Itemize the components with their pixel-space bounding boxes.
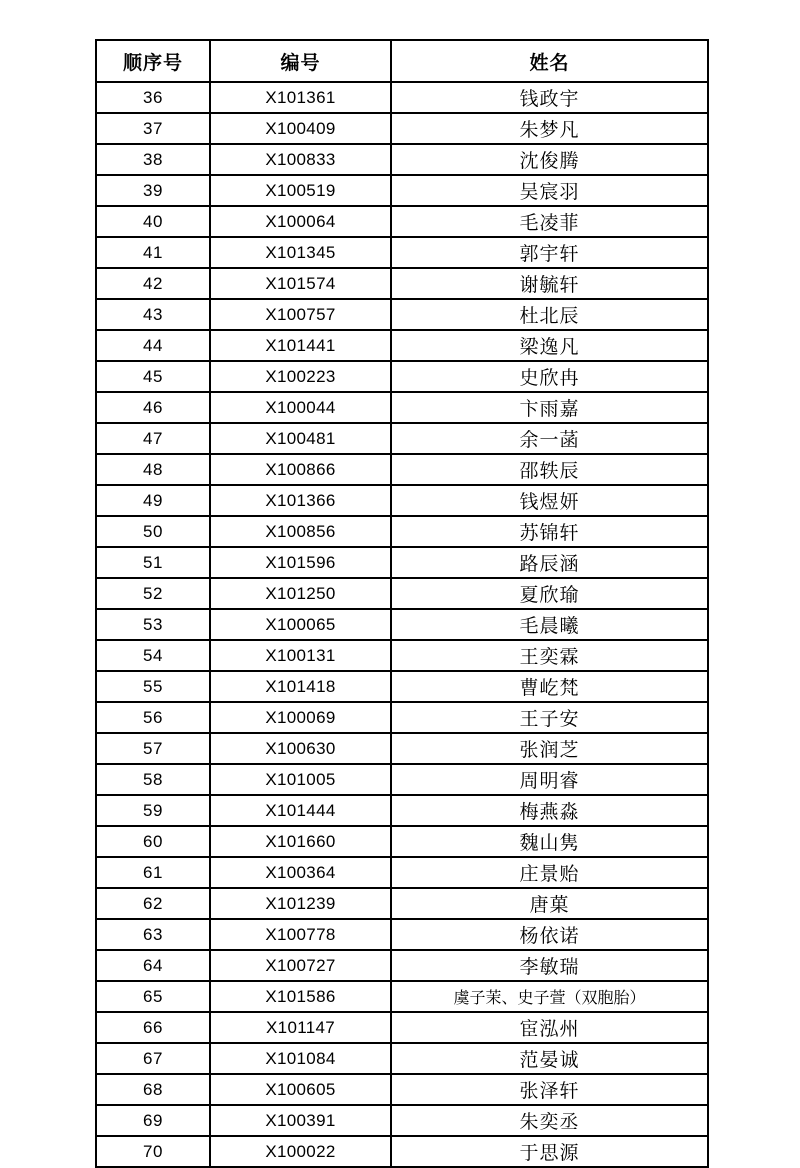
- cell-name: 庄景贻: [391, 857, 708, 888]
- table-row: [96, 175, 708, 206]
- cell-name: 曹屹梵: [391, 671, 708, 702]
- table-row: [96, 516, 708, 547]
- cell-id: X101418: [210, 671, 391, 702]
- cell-name: 史欣冉: [391, 361, 708, 392]
- table-row: [96, 237, 708, 268]
- cell-id: X100044: [210, 392, 391, 423]
- cell-id: X101596: [210, 547, 391, 578]
- cell-id: X100409: [210, 113, 391, 144]
- cell-sequence: 36: [96, 82, 210, 113]
- table-row: [96, 671, 708, 702]
- cell-sequence: 58: [96, 764, 210, 795]
- cell-sequence: 51: [96, 547, 210, 578]
- cell-sequence: 50: [96, 516, 210, 547]
- cell-id: X100856: [210, 516, 391, 547]
- cell-name: 朱奕丞: [391, 1105, 708, 1136]
- cell-sequence: 66: [96, 1012, 210, 1043]
- table-row: [96, 981, 708, 1012]
- table-body: [96, 82, 708, 1167]
- cell-sequence: 65: [96, 981, 210, 1012]
- table-row: [96, 795, 708, 826]
- cell-name: 宦泓州: [391, 1012, 708, 1043]
- cell-sequence: 43: [96, 299, 210, 330]
- cell-name: 唐菓: [391, 888, 708, 919]
- table-row: [96, 826, 708, 857]
- table-row: [96, 857, 708, 888]
- cell-sequence: 52: [96, 578, 210, 609]
- cell-name: 沈俊腾: [391, 144, 708, 175]
- cell-name: 钱政宇: [391, 82, 708, 113]
- cell-name: 苏锦轩: [391, 516, 708, 547]
- column-header-id: 编号: [210, 40, 391, 82]
- cell-sequence: 49: [96, 485, 210, 516]
- table-row: [96, 330, 708, 361]
- column-header-sequence: 顺序号: [96, 40, 210, 82]
- cell-id: X101361: [210, 82, 391, 113]
- cell-name: 梁逸凡: [391, 330, 708, 361]
- cell-name: 郭宇轩: [391, 237, 708, 268]
- table-row: [96, 733, 708, 764]
- cell-id: X101147: [210, 1012, 391, 1043]
- cell-sequence: 48: [96, 454, 210, 485]
- cell-name: 张泽轩: [391, 1074, 708, 1105]
- cell-sequence: 42: [96, 268, 210, 299]
- cell-id: X101005: [210, 764, 391, 795]
- table-row: [96, 206, 708, 237]
- cell-id: X100778: [210, 919, 391, 950]
- table-row: [96, 1074, 708, 1105]
- cell-id: X101084: [210, 1043, 391, 1074]
- cell-sequence: 67: [96, 1043, 210, 1074]
- cell-sequence: 53: [96, 609, 210, 640]
- table-row: [96, 82, 708, 113]
- table-row: [96, 640, 708, 671]
- cell-name: 毛晨曦: [391, 609, 708, 640]
- cell-id: X101660: [210, 826, 391, 857]
- table-row: [96, 764, 708, 795]
- cell-sequence: 54: [96, 640, 210, 671]
- table-header: [96, 40, 708, 82]
- cell-sequence: 37: [96, 113, 210, 144]
- cell-name: 毛凌菲: [391, 206, 708, 237]
- table-row: [96, 454, 708, 485]
- table-row: [96, 888, 708, 919]
- cell-id: X100630: [210, 733, 391, 764]
- cell-sequence: 39: [96, 175, 210, 206]
- table-row: [96, 547, 708, 578]
- cell-name: 夏欣瑜: [391, 578, 708, 609]
- cell-id: X100364: [210, 857, 391, 888]
- cell-sequence: 68: [96, 1074, 210, 1105]
- cell-id: X100022: [210, 1136, 391, 1167]
- cell-name: 魏山隽: [391, 826, 708, 857]
- table-row: [96, 1043, 708, 1074]
- cell-id: X101250: [210, 578, 391, 609]
- table-header-row: [96, 40, 708, 82]
- cell-sequence: 46: [96, 392, 210, 423]
- cell-id: X100481: [210, 423, 391, 454]
- cell-name: 余一菡: [391, 423, 708, 454]
- cell-name: 谢毓轩: [391, 268, 708, 299]
- table-row: [96, 702, 708, 733]
- cell-sequence: 40: [96, 206, 210, 237]
- column-header-name: 姓名: [391, 40, 708, 82]
- table-row: [96, 578, 708, 609]
- table-row: [96, 268, 708, 299]
- cell-name: 杜北辰: [391, 299, 708, 330]
- table-row: [96, 1105, 708, 1136]
- cell-id: X100064: [210, 206, 391, 237]
- cell-sequence: 64: [96, 950, 210, 981]
- cell-id: X101441: [210, 330, 391, 361]
- cell-name: 梅燕淼: [391, 795, 708, 826]
- cell-id: X101586: [210, 981, 391, 1012]
- table-row: [96, 1136, 708, 1167]
- table-row: [96, 609, 708, 640]
- cell-name: 张润芝: [391, 733, 708, 764]
- cell-id: X101574: [210, 268, 391, 299]
- cell-id: X100605: [210, 1074, 391, 1105]
- cell-name: 范晏诚: [391, 1043, 708, 1074]
- cell-sequence: 56: [96, 702, 210, 733]
- cell-id: X100757: [210, 299, 391, 330]
- cell-id: X100223: [210, 361, 391, 392]
- roster-table: [95, 39, 709, 1168]
- cell-id: X100833: [210, 144, 391, 175]
- table-row: [96, 485, 708, 516]
- cell-sequence: 70: [96, 1136, 210, 1167]
- table-row: [96, 113, 708, 144]
- cell-id: X100519: [210, 175, 391, 206]
- cell-name: 吴宸羽: [391, 175, 708, 206]
- cell-sequence: 55: [96, 671, 210, 702]
- cell-id: X101345: [210, 237, 391, 268]
- cell-name: 朱梦凡: [391, 113, 708, 144]
- cell-name: 路辰涵: [391, 547, 708, 578]
- cell-name: 李敏瑞: [391, 950, 708, 981]
- cell-sequence: 38: [96, 144, 210, 175]
- cell-sequence: 41: [96, 237, 210, 268]
- cell-name: 虞子茉、史子萱（双胞胎）: [391, 981, 708, 1012]
- cell-id: X100069: [210, 702, 391, 733]
- cell-sequence: 63: [96, 919, 210, 950]
- table-row: [96, 1012, 708, 1043]
- table-row: [96, 919, 708, 950]
- cell-name: 王子安: [391, 702, 708, 733]
- cell-id: X101239: [210, 888, 391, 919]
- cell-id: X100727: [210, 950, 391, 981]
- cell-sequence: 44: [96, 330, 210, 361]
- table-row: [96, 144, 708, 175]
- cell-sequence: 62: [96, 888, 210, 919]
- table-row: [96, 361, 708, 392]
- cell-sequence: 61: [96, 857, 210, 888]
- cell-id: X101444: [210, 795, 391, 826]
- cell-sequence: 47: [96, 423, 210, 454]
- cell-sequence: 69: [96, 1105, 210, 1136]
- cell-id: X100391: [210, 1105, 391, 1136]
- cell-name: 周明睿: [391, 764, 708, 795]
- cell-name: 钱煜妍: [391, 485, 708, 516]
- table-row: [96, 299, 708, 330]
- cell-id: X100065: [210, 609, 391, 640]
- cell-id: X100866: [210, 454, 391, 485]
- cell-name: 于思源: [391, 1136, 708, 1167]
- cell-id: X100131: [210, 640, 391, 671]
- cell-name: 邵轶辰: [391, 454, 708, 485]
- cell-sequence: 60: [96, 826, 210, 857]
- cell-sequence: 45: [96, 361, 210, 392]
- cell-id: X101366: [210, 485, 391, 516]
- cell-name: 卞雨嘉: [391, 392, 708, 423]
- cell-name: 王奕霖: [391, 640, 708, 671]
- cell-name: 杨依诺: [391, 919, 708, 950]
- table-row: [96, 423, 708, 454]
- cell-sequence: 59: [96, 795, 210, 826]
- table-row: [96, 950, 708, 981]
- cell-sequence: 57: [96, 733, 210, 764]
- table-row: [96, 392, 708, 423]
